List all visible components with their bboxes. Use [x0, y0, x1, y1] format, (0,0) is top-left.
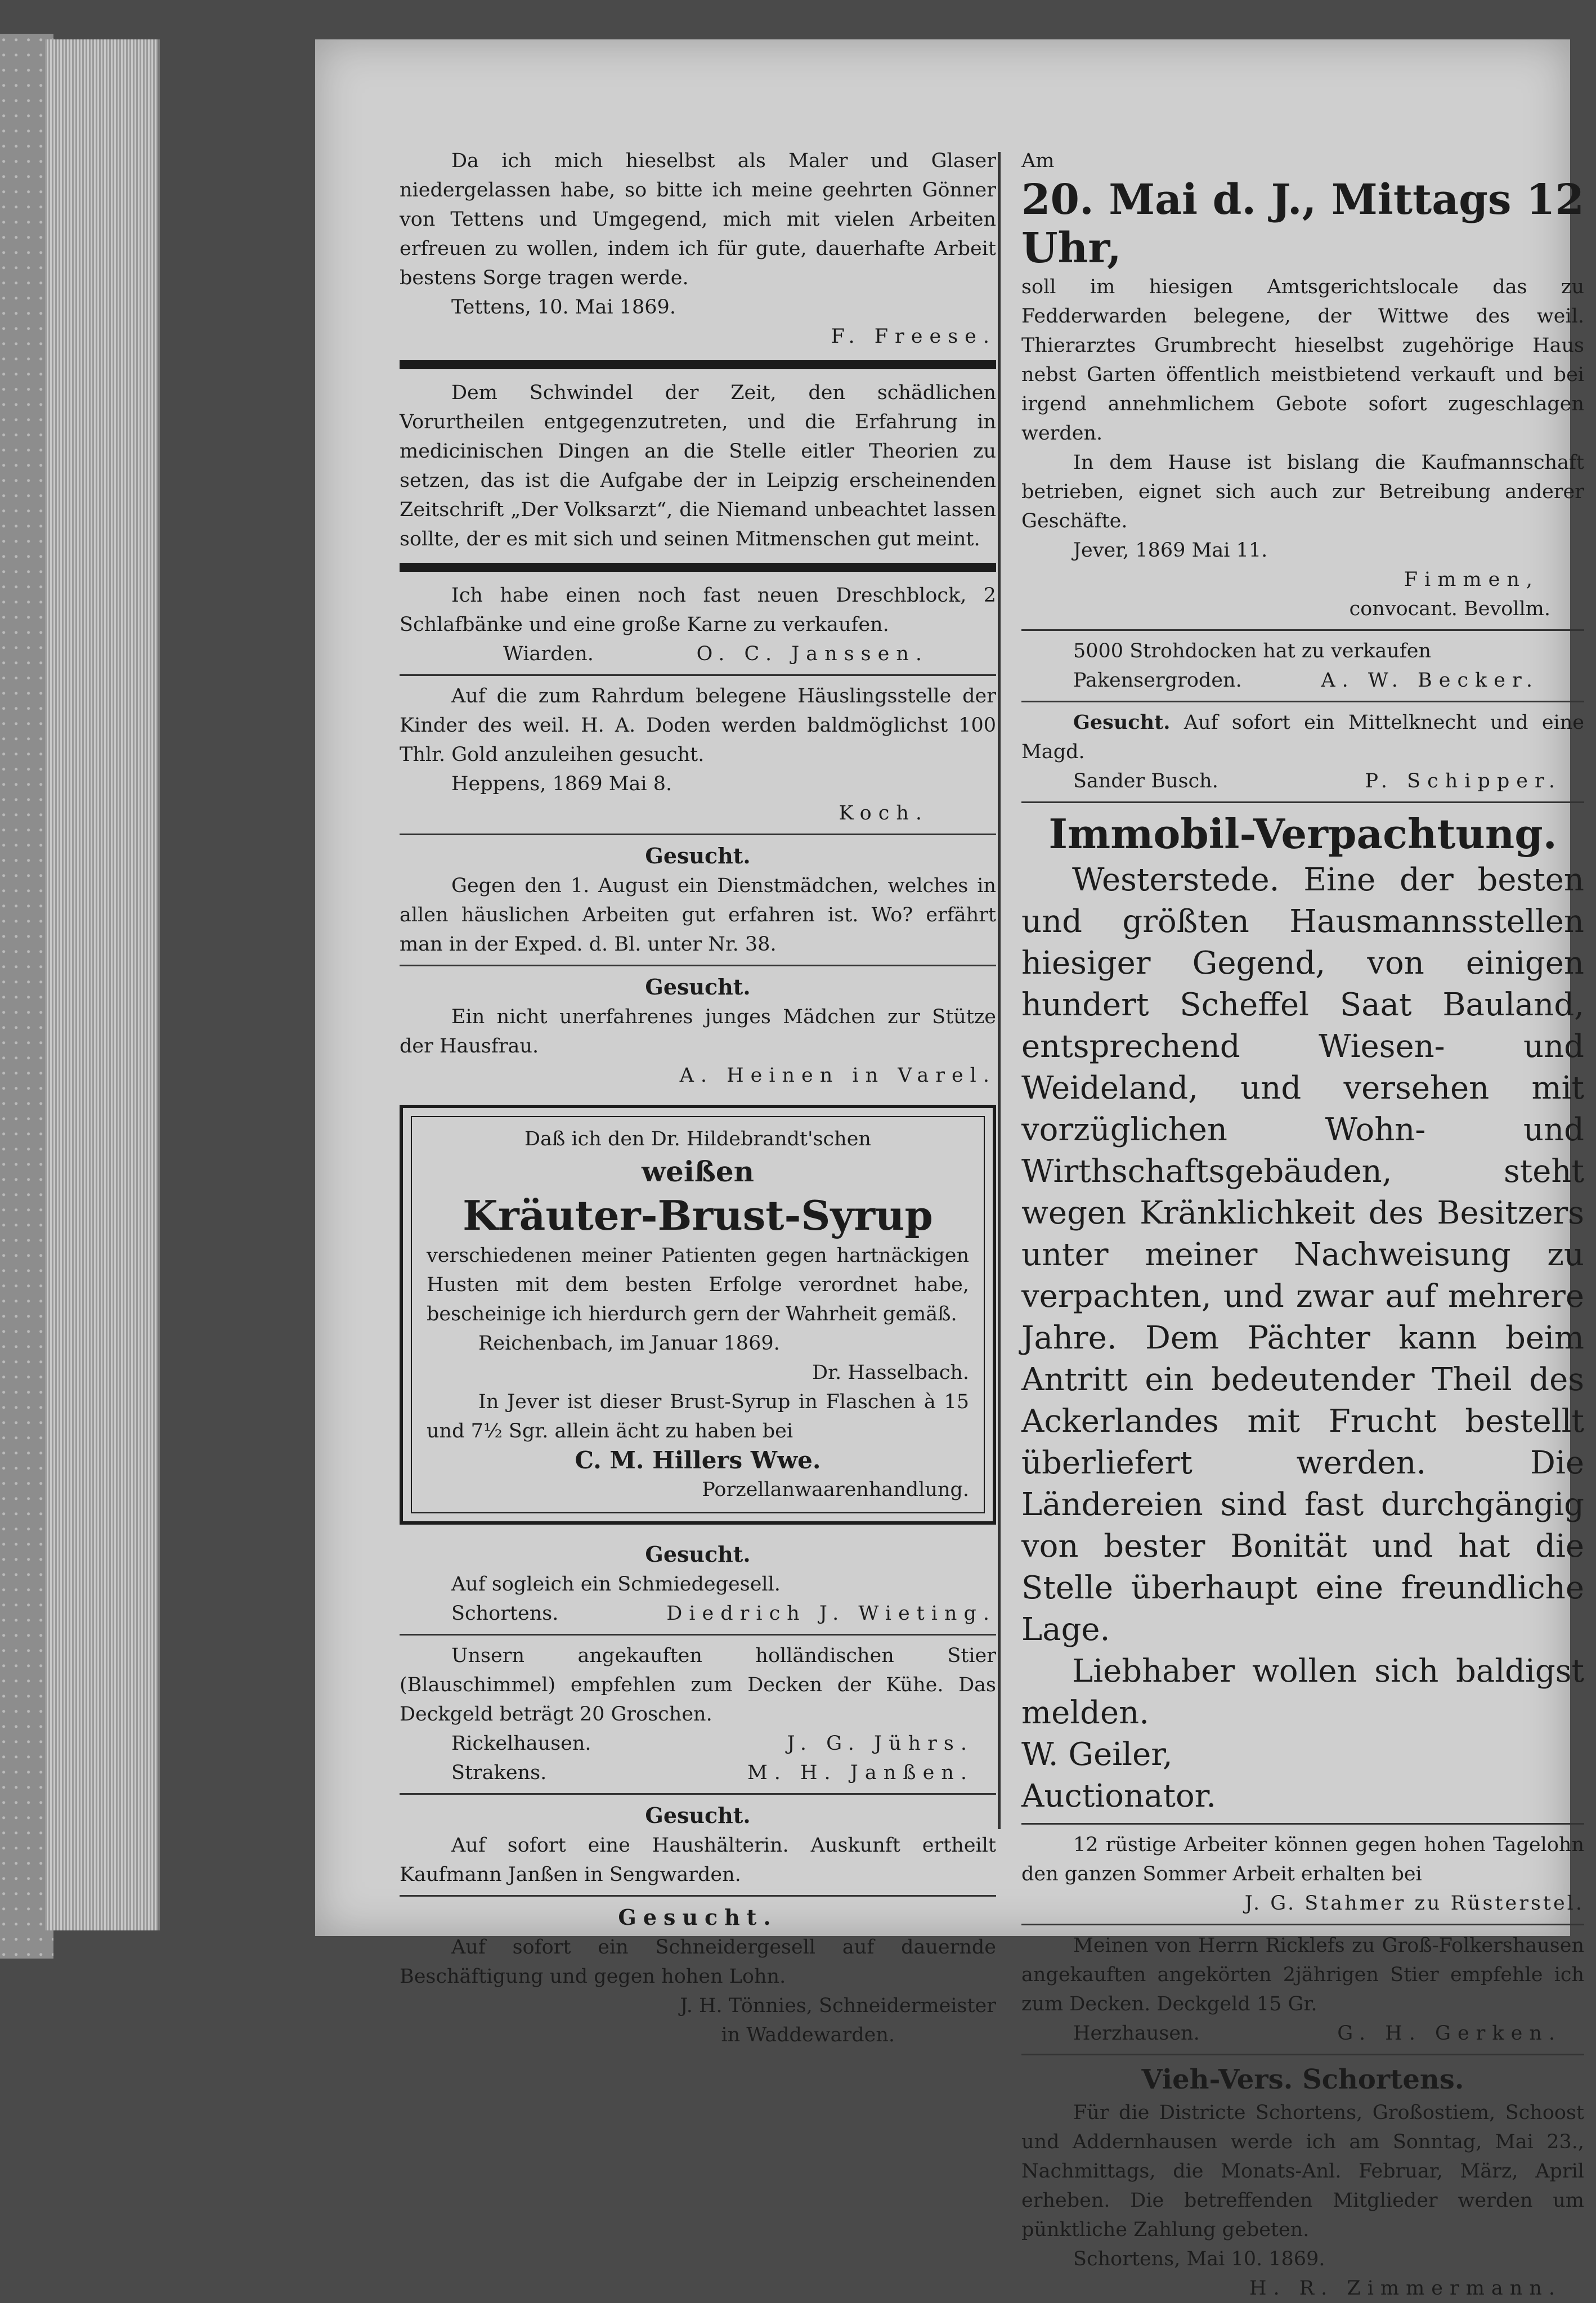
- ad-text: 12 rüstige Arbeiter können gegen hohen Tagelohn den ganzen Sommer Arbeit erhalten bei: [1021, 1834, 1584, 1885]
- auction-text: soll im hiesigen Amtsgerichtslocale das zu Fedderwarden belegene, der Wittwe des weil. Thierarztes Grumbrecht hieselbst zugehörige Haus nebst Garten öffentlich meistbietend verkauft und bei irgend annehmlichem Gebote sofort zugeschlagen werden.: [1021, 276, 1584, 445]
- ad-tailor: [400, 1902, 996, 2050]
- rule: [400, 674, 996, 676]
- column-divider: [998, 152, 1001, 1829]
- right-column: [1021, 146, 1584, 2303]
- ad-signature: F. Freese.: [831, 325, 996, 348]
- rule: [1021, 629, 1584, 631]
- left-column: [400, 146, 996, 2050]
- ad-heading: Gesucht.: [645, 1542, 751, 1567]
- ad-text: Unsern angekauften holländischen Stier (Blauschimmel) empfehlen zum Decken der Kühe. Das Deckgeld beträgt 20 Groschen.: [400, 1645, 996, 1726]
- ad-text: Ich habe einen noch fast neuen Dreschblock, 2 Schlafbänke und eine große Karne zu verkaufen.: [400, 584, 996, 636]
- ad-place: Rickelhausen.: [451, 1732, 591, 1755]
- ad-painter: [400, 146, 996, 351]
- ad-place: Schortens.: [451, 1602, 559, 1625]
- lease-signature: W. Geiler,: [1021, 1736, 1173, 1773]
- syrup-doctor: Dr. Hasselbach.: [812, 1361, 969, 1384]
- syrup-seller-sub: Porzellanwaarenhandlung.: [702, 1478, 969, 1501]
- ad-text: Auf sofort ein Schneidergesell auf dauernde Beschäftigung und gegen hohen Lohn.: [400, 1936, 996, 1988]
- ad-place: Herzhausen.: [1073, 2022, 1200, 2045]
- ad-text: Auf sofort ein Mittelknecht und eine Magd.: [1021, 711, 1584, 763]
- heavy-rule: [400, 360, 996, 369]
- ad-volksarzt: [400, 378, 996, 554]
- syrup-ad-box: [400, 1105, 996, 1525]
- ad-lease: [1021, 809, 1584, 1817]
- ad-place: Strakens.: [451, 1762, 547, 1784]
- ad-signature: H. R. Zimmermann.: [1249, 2277, 1562, 2300]
- ad-dreschblock: [400, 581, 996, 669]
- ad-heading: Gesucht.: [645, 974, 751, 1000]
- ad-place: Wiarden.: [503, 643, 594, 665]
- ad-signature: J. H. Tönnies, Schneidermeister: [680, 1995, 996, 2017]
- ad-text: Meinen von Herrn Ricklefs zu Groß-Folkershausen angekauften angekörten 2jährigen Stier empfehle ich zum Decken. Deckgeld 15 Gr.: [1021, 1934, 1584, 2015]
- ad-text: Auf sofort eine Haushälterin. Auskunft ertheilt Kaufmann Janßen in Sengwarden.: [400, 1834, 996, 1886]
- ad-maid: [400, 841, 996, 959]
- ad-heading: Gesucht.: [1073, 711, 1171, 734]
- rule: [400, 1793, 996, 1795]
- ad-place: Pakensergroden.: [1073, 669, 1242, 692]
- rule: [1021, 701, 1584, 702]
- auction-text2: In dem Hause ist bislang die Kaufmannschaft betrieben, eignet sich auch zur Betreibung anderer Geschäfte.: [1021, 451, 1584, 532]
- newspaper-page: [315, 39, 1584, 2300]
- rule: [400, 1895, 996, 1897]
- ad-signature: M. H. Janßen.: [747, 1762, 974, 1784]
- lease-text: Westerstede. Eine der besten und größten Hausmannsstellen hiesiger Gegend, von einigen hundert Scheffel Saat Bauland, entsprechend Wiesen- und Weideland, und versehen mit vorzüglichen Wohn- und Wirthschaftsgebäuden, steht wegen Kränklichkeit des Besitzers unter meiner Nachweisung zu verpachten, und zwar auf mehrere Jahre. Dem Pächter kann beim Antritt ein bedeutender Theil des Ackerlandes mit Frucht bestellt überliefert werden. Die Ländereien sind fast durchgängig von bester Bonität und hat die Stelle überhaupt eine freundliche Lage.: [1021, 862, 1584, 1648]
- auction-signature-2: convocant. Bevollm.: [1349, 598, 1550, 620]
- ad-heading: Vieh-Vers. Schortens.: [1141, 2064, 1464, 2095]
- ad-text: Für die Districte Schortens, Großostiem, Schoost und Addernhausen werde ich am Sonntag, Mai 23., Nachmittags, die Monats-Anl. Februar, März, April erheben. Die betreffenden Mitglieder werden um pünktliche Zahlung gebeten.: [1021, 2102, 1584, 2241]
- ad-text: Auf sogleich ein Schmiedegesell.: [451, 1573, 781, 1596]
- auction-place-date: Jever, 1869 Mai 11.: [1073, 539, 1268, 562]
- auction-signature: Fimmen,: [1404, 568, 1539, 591]
- ad-place-date: Schortens, Mai 10. 1869.: [1073, 2248, 1325, 2270]
- ad-signature: J. G. Stahmer zu Rüsterstel.: [1244, 1892, 1584, 1915]
- ad-signature-2: in Waddewarden.: [721, 2024, 895, 2046]
- ad-insurance: [1021, 2061, 1584, 2303]
- ad-place: Sander Busch.: [1073, 770, 1218, 792]
- lease-text2: Liebhaber wollen sich baldigst melden.: [1021, 1653, 1584, 1731]
- ad-text: Gegen den 1. August ein Dienstmädchen, welches in allen häuslichen Arbeiten gut erfahren ist. Wo? erfährt man in der Exped. d. Bl. unter Nr. 38.: [400, 875, 996, 956]
- ad-signature: O. C. Janssen.: [696, 643, 929, 665]
- ad-knecht: [1021, 708, 1584, 796]
- rule: [1021, 1823, 1584, 1825]
- ad-text: Auf die zum Rahrdum belegene Häuslingsstelle der Kinder des weil. H. A. Doden werden baldmöglichst 100 Thlr. Gold anzuleihen gesucht.: [400, 685, 996, 766]
- syrup-text: verschiedenen meiner Patienten gegen hartnäckigen Husten mit dem besten Erfolge verordnet habe, bescheinige ich hierdurch gern der Wahrheit gemäß.: [427, 1244, 969, 1325]
- ad-signature: A. W. Becker.: [1321, 669, 1539, 692]
- rule: [1021, 801, 1584, 803]
- rule: [1021, 2054, 1584, 2055]
- syrup-seller: C. M. Hillers Wwe.: [575, 1446, 821, 1474]
- ad-straw: [1021, 637, 1584, 695]
- syrup-place-date: Reichenbach, im Januar 1869.: [478, 1332, 780, 1355]
- ad-signature: Diedrich J. Wieting.: [666, 1602, 996, 1625]
- auction-date: 20. Mai d. J., Mittags 12 Uhr,: [1021, 176, 1584, 272]
- page-stack-edge: [45, 39, 160, 1930]
- lease-signature-2: Auctionator.: [1021, 1778, 1217, 1814]
- heavy-rule: [400, 563, 996, 572]
- ad-heading: Gesucht.: [645, 1803, 751, 1828]
- ad-text: 5000 Strohdocken hat zu verkaufen: [1073, 640, 1431, 662]
- ad-girl: [400, 972, 996, 1090]
- ad-smith: [400, 1539, 996, 1628]
- syrup-title: Kräuter-Brust-Syrup: [463, 1191, 933, 1239]
- ad-bull: [1021, 1931, 1584, 2048]
- rule: [400, 834, 996, 835]
- ad-workers: [1021, 1830, 1584, 1918]
- ad-stier: [400, 1641, 996, 1787]
- syrup-line2: weißen: [642, 1155, 754, 1188]
- ad-place-date: Tettens, 10. Mai 1869.: [451, 296, 676, 319]
- syrup-line1: Daß ich den Dr. Hildebrandt'schen: [524, 1128, 871, 1150]
- rule: [400, 1634, 996, 1636]
- ad-signature: Koch.: [839, 802, 929, 825]
- ad-heading: Gesucht.: [645, 843, 751, 868]
- ad-signature: J. G. Jührs.: [787, 1732, 974, 1755]
- ad-signature: G. H. Gerken.: [1337, 2022, 1562, 2045]
- auction-am: Am: [1021, 150, 1055, 172]
- ad-text: Dem Schwindel der Zeit, den schädlichen Vorurtheilen entgegenzutreten, und die Erfahrung in medicinischen Dingen an die Stelle eitler Theorien zu setzen, das ist die Aufgabe der in Leipzig erscheinenden Zeitschrift „Der Volksarzt“, die Niemand unbeachtet lassen sollte, der es mit sich und seinen Mitmenschen gut meint.: [400, 382, 996, 550]
- ad-auction: [1021, 146, 1584, 624]
- ad-place-date: Heppens, 1869 Mai 8.: [451, 773, 673, 795]
- rule: [1021, 1924, 1584, 1925]
- ad-heading: Gesucht.: [618, 1905, 778, 1930]
- ad-housekeeper: [400, 1800, 996, 1889]
- ad-text: Da ich mich hieselbst als Maler und Glaser niedergelassen habe, so bitte ich meine geehrten Gönner von Tettens und Umgegend, mich mit vielen Arbeiten erfreuen zu wollen, indem ich für gute, dauerhafte Arbeit bestens Sorge tragen werde.: [400, 150, 996, 289]
- syrup-text2: In Jever ist dieser Brust-Syrup in Flaschen à 15 und 7½ Sgr. allein ächt zu haben bei: [427, 1391, 969, 1442]
- ad-text: Ein nicht unerfahrenes junges Mädchen zur Stütze der Hausfrau.: [400, 1006, 996, 1058]
- ad-signature: A. Heinen in Varel.: [679, 1064, 996, 1087]
- ad-signature: P. Schipper.: [1365, 770, 1562, 792]
- rule: [400, 965, 996, 966]
- ad-loan: [400, 682, 996, 828]
- lease-heading: Immobil-Verpachtung.: [1048, 810, 1557, 858]
